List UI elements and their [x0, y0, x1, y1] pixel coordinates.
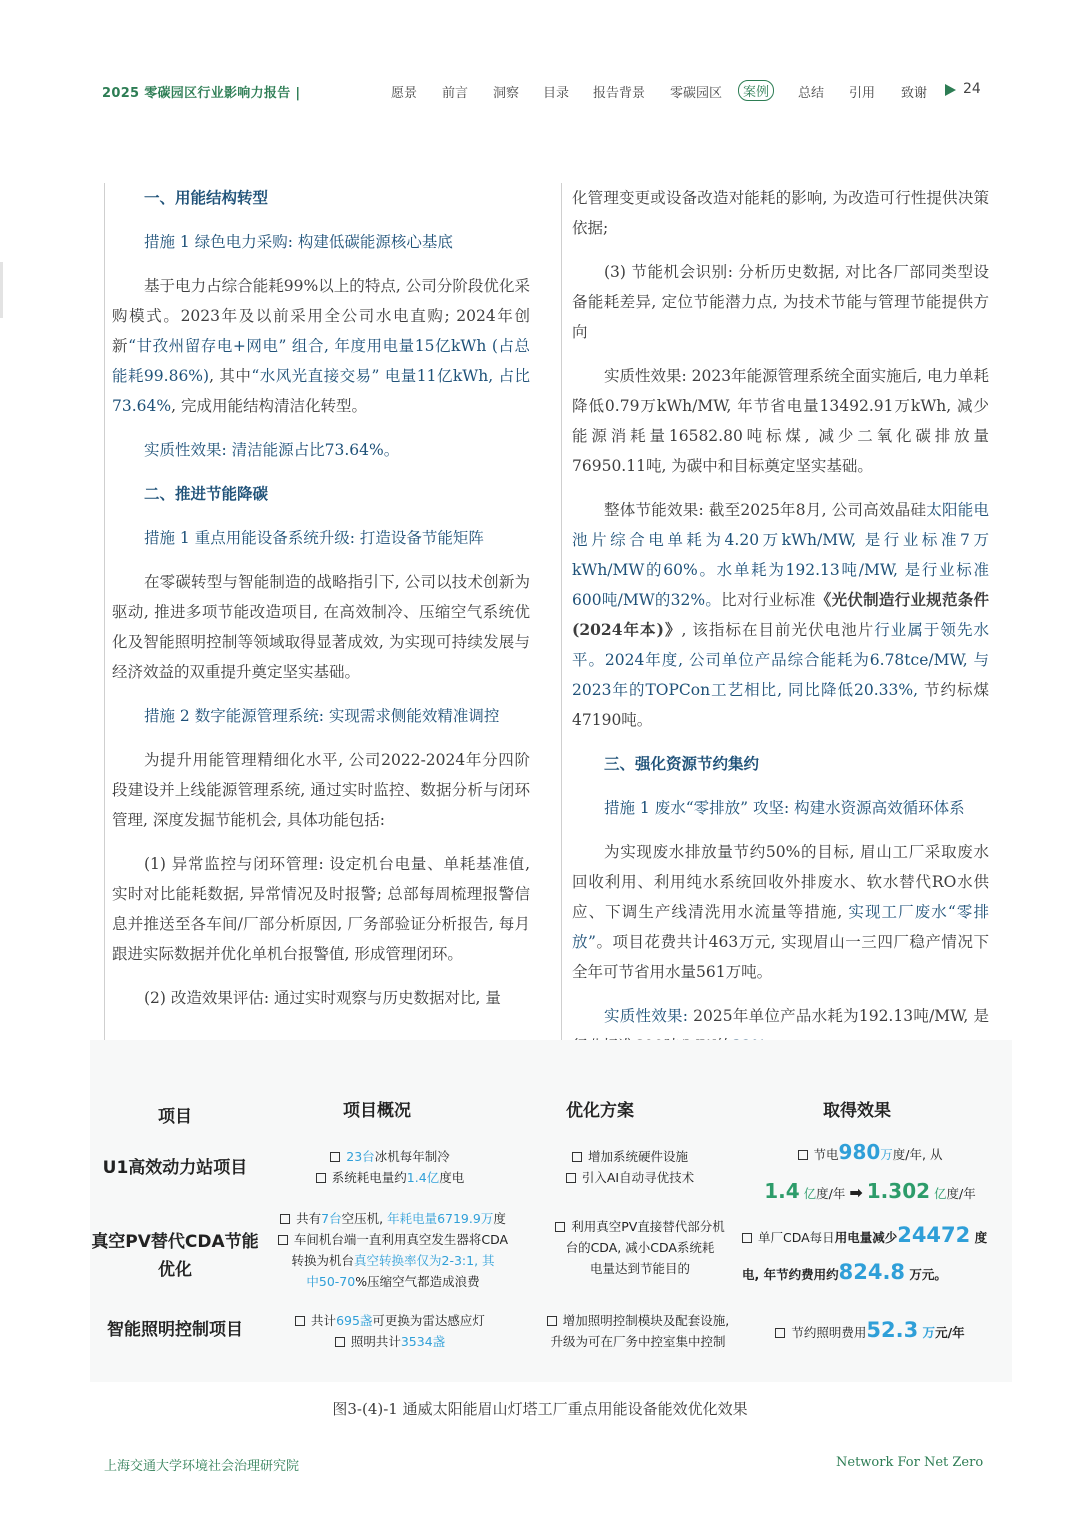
row-3-effect — [750, 1316, 990, 1347]
text-run: 度 — [493, 1211, 506, 1226]
plan-line — [510, 1146, 750, 1167]
section-2-item-1: (1) 异常监控与闭环管理: 设定机台电量、单耗基准值, 实时对比能耗数据, 异常情况及时报警; 总部每周梳理报警信息并推送至各车间/厂部分析原因, 厂务部验证分析报告, 每月跟进实际数据并优化单机台报警值, 形成管理闭环。 — [112, 855, 530, 963]
checkbox-icon — [798, 1150, 808, 1160]
highlight-value: 1.4亿 — [406, 1170, 440, 1185]
highlight-value: 真空转换率仅为2-3:1, 其 — [353, 1253, 495, 1268]
highlight-text: “甘孜州留存电+网电” 组合, 年度用电量15亿kWh (占总能耗99.86%) — [112, 337, 530, 385]
footer-institute: 上海交通大学环境社会治理研究院 — [104, 1459, 300, 1474]
text-run: 。项目花费共计463万元, 实现眉山一三四厂稳产情况下全年可节省用水量561万吨。 — [572, 933, 989, 981]
effect-line-2 — [745, 1173, 995, 1212]
effect-line-1 — [742, 1218, 1002, 1255]
edge-marker — [0, 262, 3, 318]
bold-text: 万元。 — [905, 1267, 947, 1282]
highlight-text: 太阳能电池片综合电单耗为4.20万kWh/MW, 是行业标准7万kWh/MW的60%。水单耗为192.13吨/MW, 是行业标准600吨/MW的32%。 — [572, 501, 989, 609]
highlight-value: 695盏 — [336, 1313, 373, 1328]
text-run: 共计 — [311, 1313, 337, 1328]
nav-acknowledgements[interactable]: 致谢 — [901, 86, 928, 101]
plan-line — [508, 1310, 768, 1331]
text-run: 度/年, 从 — [892, 1147, 943, 1162]
nav-vision[interactable]: 愿景 — [391, 86, 418, 101]
text-run: 共有 — [296, 1211, 322, 1226]
row-2-plan — [520, 1216, 760, 1279]
header-plan: 优化方案 — [566, 1101, 634, 1121]
text-run: 节电 — [813, 1147, 839, 1162]
highlight-unit: 亿 — [803, 1186, 817, 1201]
text-run: 增加系统硬件设施 — [587, 1149, 688, 1164]
text-run: 度/年 — [946, 1186, 976, 1201]
highlight-value: 23台 — [346, 1149, 375, 1164]
effect-label: 实质性效果: — [604, 1007, 694, 1025]
checkbox-icon — [775, 1328, 785, 1338]
overall-effect-paragraph — [572, 495, 989, 735]
effect-text: 2025年单位产品水耗为192.13吨/MW, 是 — [693, 1007, 989, 1025]
right-paragraph-1: 化管理变更或设备改造对能耗的影响, 为改造可行性提供决策依据; — [572, 189, 989, 237]
text-run: 单厂CDA每日 — [758, 1230, 835, 1245]
nav-insight[interactable]: 洞察 — [493, 86, 520, 101]
text-run: 转换为机台 — [291, 1253, 354, 1268]
section-1-title: 一、用能结构转型 — [144, 189, 269, 207]
highlight-value: 1.302 — [866, 1179, 931, 1203]
overview-line — [270, 1167, 510, 1188]
text-run: 为实现废水排放量节约50%的目标, 眉山工厂采取废水回收利用、利用纯水系统回收外排废水、软水替代RO水供应、下调生产线清洗用水流量等措施, — [572, 843, 989, 921]
checkbox-icon — [280, 1214, 290, 1224]
text-run: 升级为可在厂务中控室集中控制 — [550, 1334, 726, 1349]
checkbox-icon — [572, 1152, 582, 1162]
section-1-paragraph — [112, 271, 530, 421]
row-3-name: 智能照明控制项目 — [107, 1320, 243, 1340]
section-2-paragraph-1: 在零碳转型与智能制造的战略指引下, 公司以技术创新为驱动, 推进多项节能改造项目, 在高效制冷、压缩空气系统优化及智能照明控制等领域取得显著成效, 为实现可持续发展与经济效益的双重提升奠定坚实基础。 — [112, 573, 530, 681]
text-run: 利用真空PV直接替代部分机 — [571, 1219, 725, 1234]
checkbox-icon — [547, 1316, 557, 1326]
effect-label: 实质性效果: — [144, 441, 232, 459]
text-run: 度电 — [439, 1170, 465, 1185]
highlight-unit: 万 — [880, 1147, 893, 1162]
plan-line — [520, 1258, 760, 1279]
section-3-paragraph — [572, 837, 989, 987]
effect-value: 清洁能源占比73.64%。 — [231, 441, 400, 459]
section-2-measure-2: 措施 2 数字能源管理系统: 实现需求侧能效精准调控 — [144, 707, 500, 725]
checkbox-icon — [555, 1222, 565, 1232]
highlight-value: 824.8 — [838, 1260, 906, 1284]
report-title: 2025 零碳园区行业影响力报告 | — [102, 86, 301, 101]
text-run: 台的CDA, 减小CDA系统耗 — [565, 1240, 715, 1255]
highlight-value: 中50-70 — [306, 1274, 356, 1289]
highlight-unit: 亿 — [934, 1186, 947, 1201]
checkbox-icon — [566, 1173, 576, 1183]
bold-text: 度 — [970, 1230, 988, 1245]
right-item-3: (3) 节能机会识别: 分析历史数据, 对比各厂部同类型设备能耗差异, 定位节能潜力点, 为技术节能与管理节能提供方向 — [572, 263, 989, 341]
text-run: 基于电力占综合能耗99%以上的特点, 公司分阶段优化采购模式。2023年及以前采用全公司水电直购; 2024年创新 — [112, 277, 530, 355]
nav-zero-carbon-park[interactable]: 零碳园区 — [670, 86, 723, 101]
page-number: 24 — [963, 81, 981, 97]
checkbox-icon — [742, 1233, 752, 1243]
plan-line — [510, 1167, 750, 1188]
text-run: 节约标煤47190吨。 — [572, 681, 989, 729]
checkbox-icon — [335, 1337, 345, 1347]
section-1-measure-1: 措施 1 绿色电力采购: 构建低碳能源核心基底 — [144, 233, 453, 251]
row-1-effect — [745, 1134, 995, 1212]
right-effect-paragraph: 实质性效果: 2023年能源管理系统全面实施后, 电力单耗降低0.79万kWh/MW, 年节省电量13492.91万kWh, 减少能源消耗量16582.80吨标煤, 减少二氧化碳排放量76950.11吨, 为碳中和目标奠定坚实基础。 — [572, 367, 989, 475]
header-project: 项目 — [158, 1107, 192, 1127]
right-column — [561, 183, 989, 1043]
checkbox-icon — [278, 1235, 288, 1245]
row-1-overview — [270, 1146, 510, 1188]
checkbox-icon — [316, 1173, 326, 1183]
row-2-effect — [738, 1218, 1002, 1292]
highlight-value: 年耗电量6719.9万 — [387, 1211, 494, 1226]
text-run: 车间机台端一直利用真空发生器将CDA — [293, 1232, 509, 1247]
highlight-value: 3534盏 — [400, 1334, 446, 1349]
row-2-name: 真空PV替代CDA节能优化 — [91, 1232, 259, 1280]
overview-line — [262, 1208, 524, 1229]
plan-line — [520, 1216, 760, 1237]
highlight-value: 7台 — [321, 1211, 342, 1226]
nav-cases-active[interactable]: 案例 — [738, 80, 774, 101]
text-run: 系统耗电量约 — [331, 1170, 407, 1185]
nav-contents[interactable]: 目录 — [543, 86, 570, 101]
row-3-overview — [270, 1310, 510, 1352]
nav-references[interactable]: 引用 — [849, 86, 876, 101]
highlight-value: 24472 — [897, 1223, 971, 1247]
highlight-text: 行业属于领先水平。2024年度, 公司单位产品综合能耗为6.78tce/MW, 与2023年的TOPCon工艺相比, 同比降低20.33%, — [572, 621, 989, 699]
row-2-overview — [262, 1208, 524, 1292]
text-run: 度/年 — [816, 1186, 846, 1201]
section-3-title: 三、强化资源节约集约 — [604, 755, 760, 773]
text-run: 照明共计 — [350, 1334, 401, 1349]
text-run: 整体节能效果: 截至2025年8月, 公司高效晶硅 — [604, 501, 927, 519]
bold-text: 元/年 — [935, 1325, 965, 1340]
plan-line — [520, 1237, 760, 1258]
bold-text: 用电量减少 — [834, 1230, 898, 1245]
highlight-text: 实现工厂废水“零排放” — [572, 903, 989, 951]
text-run: 电量达到节能目的 — [589, 1261, 690, 1276]
highlight-text: “水风光直接交易” 电量11亿kWh, 占比73.64% — [112, 367, 531, 415]
text-run: 引入AI自动寻优技术 — [581, 1170, 695, 1185]
section-3-measure-1: 措施 1 废水“零排放” 攻坚: 构建水资源高效循环体系 — [604, 799, 965, 817]
row-1-plan — [510, 1146, 750, 1188]
bold-text: 电, 年节约费用约 — [742, 1267, 839, 1282]
nav-background[interactable]: 报告背景 — [593, 86, 646, 101]
text-run: , 完成用能结构清洁化转型。 — [171, 397, 367, 415]
text-run: , 其中 — [209, 367, 252, 385]
overview-line — [270, 1331, 510, 1352]
text-run: 冰机每年制冷 — [374, 1149, 450, 1164]
section-2-paragraph-2: 为提升用能管理精细化水平, 公司2022-2024年分四阶段建设并上线能源管理系统, 通过实时监控、数据分析与闭环管理, 深度发掘节能机会, 具体功能包括: — [112, 751, 530, 829]
row-1-name: U1高效动力站项目 — [102, 1158, 248, 1178]
text-run: 节约照明费用 — [791, 1325, 867, 1340]
section-2-item-2: (2) 改造效果评估: 通过实时观察与历史数据对比, 量 — [144, 989, 501, 1007]
next-page-arrow-icon[interactable] — [945, 84, 956, 96]
effect-line-1 — [745, 1134, 995, 1173]
highlight-unit: 万 — [918, 1325, 936, 1340]
overview-line — [270, 1146, 510, 1167]
row-3-plan — [508, 1310, 768, 1352]
text-run: , 该指标在目前光伏电池片 — [681, 621, 875, 639]
figure-caption: 图3-(4)-1 通威太阳能眉山灯塔工厂重点用能设备能效优化效果 — [332, 1400, 748, 1418]
section-2-title: 二、推进节能降碳 — [144, 485, 269, 503]
section-2-measure-1: 措施 1 重点用能设备系统升级: 打造设备节能矩阵 — [144, 529, 484, 547]
text-run: 可更换为雷达感应灯 — [372, 1313, 485, 1328]
header-effect: 取得效果 — [823, 1101, 891, 1121]
highlight-value: 980 — [838, 1140, 881, 1164]
overview-line — [262, 1271, 524, 1292]
text-run: %压缩空气都造成浪费 — [355, 1274, 480, 1289]
standard-name: 《光伏制造行业规范条件(2024年本)》 — [572, 590, 989, 639]
right-arrow-icon: ➡ — [849, 1183, 863, 1202]
nav-summary[interactable]: 总结 — [798, 86, 825, 101]
text-run: 增加照明控制模块及配套设施, — [562, 1313, 730, 1328]
text-run: 比对行业标准 — [721, 591, 816, 609]
left-column — [104, 183, 530, 1043]
efficiency-table — [90, 1040, 1012, 1382]
header-overview: 项目概况 — [343, 1101, 411, 1121]
plan-line — [508, 1331, 768, 1352]
checkbox-icon — [295, 1316, 305, 1326]
effect-line-2 — [742, 1255, 1002, 1292]
highlight-value: 52.3 — [866, 1318, 919, 1342]
checkbox-icon — [330, 1152, 340, 1162]
footer-network: Network For Net Zero — [836, 1455, 984, 1470]
overview-line — [262, 1250, 524, 1271]
overview-line — [270, 1310, 510, 1331]
highlight-value: 1.4 — [764, 1179, 800, 1203]
section-1-effect — [112, 435, 530, 465]
nav-preface[interactable]: 前言 — [442, 86, 469, 101]
overview-line — [262, 1229, 524, 1250]
text-run: 空压机, — [341, 1211, 388, 1226]
